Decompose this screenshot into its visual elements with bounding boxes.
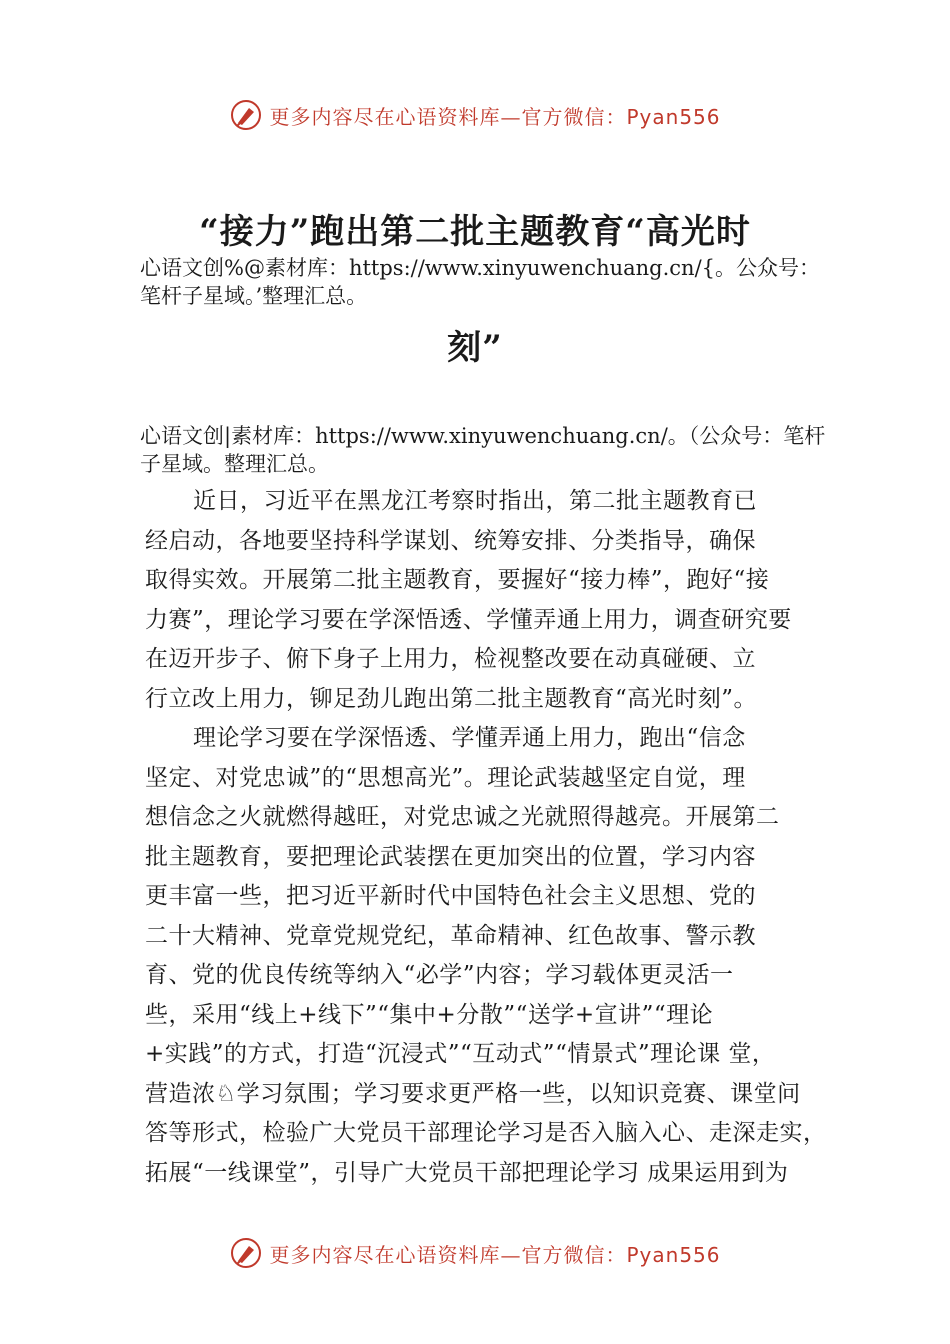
header-banner bbox=[0, 95, 950, 135]
source-note-2: 心语文创|素材库：https://www.xinyuwenchuang.cn/。（公众号：笔杆子星域。整理汇总。 bbox=[140, 424, 826, 476]
article-body bbox=[145, 482, 845, 1193]
pen-nib-logo-icon bbox=[229, 98, 263, 132]
footer-banner bbox=[0, 1233, 950, 1273]
banner-text: 更多内容尽在心语资料库—官方微信：Pyan556 bbox=[269, 1242, 721, 1267]
body-line: 答等形式，检验广大党员干部理论学习是否入脑入心、走深走实， bbox=[145, 1120, 827, 1146]
wechat-id: Pyan556 bbox=[626, 1242, 721, 1267]
body-line: 理论学习要在学深悟透、学懂弄通上用力，跑出“信念 bbox=[193, 725, 746, 751]
body-line: 拓展“一线课堂”，引导广大党员干部把理论学习 成果运用到为 bbox=[145, 1159, 789, 1186]
body-line: 在迈开步子、俯下身子上用力，检视整改要在动真碰硬、立 bbox=[145, 646, 756, 672]
body-line: 行立改上用力，铆足劲儿跑出第二批主题教育“高光时刻”。 bbox=[145, 685, 758, 712]
page-title-line-2: 刻” bbox=[447, 328, 503, 368]
pen-nib-logo-icon bbox=[229, 1236, 263, 1270]
body-line: 想信念之火就燃得越旺，对党忠诚之光就照得越亮。开展第二 bbox=[145, 804, 780, 830]
body-line: 二十大精神、党章党规党纪，革命精神、红色故事、警示教 bbox=[145, 922, 756, 949]
source-note-1: 心语文创%@素材库：https://www.xinyuwenchuang.cn/{。公众号：笔杆子星域。’整理汇总。 bbox=[140, 256, 821, 308]
body-line: 批主题教育，要把理论武装摆在更加突出的位置，学习内容 bbox=[145, 843, 756, 870]
body-line: 育、党的优良传统等纳入“必学”内容；学习载体更灵活一 bbox=[145, 962, 734, 988]
wechat-id: Pyan556 bbox=[626, 104, 721, 129]
page-title-line-1: “接力”跑出第二批主题教育“高光时 bbox=[199, 212, 751, 252]
body-line: 近日，习近平在黑龙江考察时指出，第二批主题教育已 bbox=[193, 488, 757, 514]
body-line: 营造浓♘学习氛围；学习要求更严格一些，以知识竞赛、课堂问 bbox=[145, 1080, 801, 1107]
body-line: 坚定、对党忠诚”的“思想高光”。理论武装越坚定自觉，理 bbox=[145, 764, 746, 791]
body-line: +实践”的方式，打造“沉浸式”“互动式”“情景式”理论课 堂， bbox=[145, 1041, 776, 1067]
banner-text: 更多内容尽在心语资料库—官方微信：Pyan556 bbox=[269, 104, 721, 129]
body-line: 力赛”，理论学习要在学深悟透、学懂弄通上用力，调查研究要 bbox=[145, 606, 792, 633]
body-line: 些，采用“线上+线下”“集中+分散”“送学+宣讲”“理论 bbox=[145, 1001, 714, 1028]
body-line: 更丰富一些，把习近平新时代中国特色社会主义思想、党的 bbox=[145, 883, 756, 909]
body-line: 经启动，各地要坚持科学谋划、统筹安排、分类指导，确保 bbox=[145, 527, 756, 554]
body-line: 取得实效。开展第二批主题教育，要握好“接力棒”，跑好“接 bbox=[145, 567, 770, 593]
